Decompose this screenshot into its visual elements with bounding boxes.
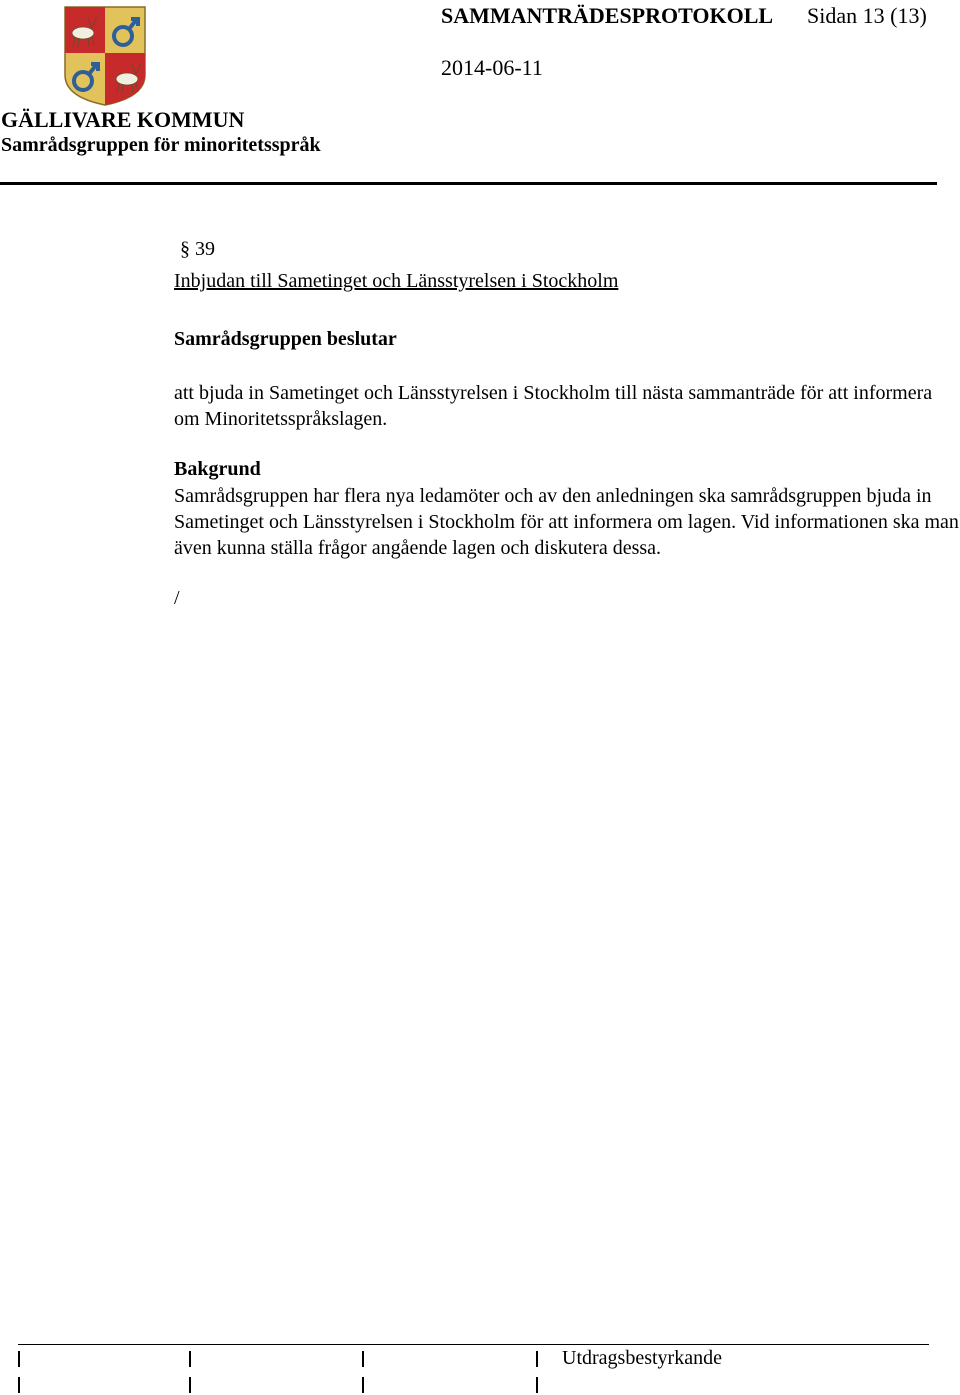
signature-box-divider — [18, 1377, 20, 1393]
section-end-mark: / — [174, 587, 180, 609]
background-heading: Bakgrund — [174, 458, 261, 480]
signature-box-divider — [536, 1377, 538, 1393]
footer-divider — [18, 1344, 929, 1345]
signature-box-divider — [362, 1351, 364, 1367]
coat-of-arms-icon — [63, 5, 147, 107]
protocol-title: SAMMANTRÄDESPROTOKOLL — [441, 3, 774, 28]
signature-box-divider — [362, 1377, 364, 1393]
meeting-date: 2014-06-11 — [441, 55, 543, 80]
signature-box-divider — [189, 1377, 191, 1393]
footer-certification-label: Utdragsbestyrkande — [562, 1347, 722, 1369]
signature-box-divider — [18, 1351, 20, 1367]
page-number: Sidan 13 (13) — [807, 3, 927, 28]
background-text: Samrådsgruppen har flera nya ledamöter och av den anledningen ska samrådsgruppen bjuda in Sametinget och Länsstyrelsen i Stockholm för att informera om lagen. Vid informationen ska man även kunna ställa frågor angående lagen och diskutera dessa. — [174, 485, 959, 559]
decision-heading: Samrådsgruppen beslutar — [174, 328, 397, 350]
municipality-name: GÄLLIVARE KOMMUN — [1, 107, 245, 132]
signature-box-divider — [536, 1351, 538, 1367]
header-divider — [0, 182, 937, 185]
paragraph-number: § 39 — [180, 238, 215, 260]
agenda-item-title: Inbjudan till Sametinget och Länsstyrelsen i Stockholm — [174, 270, 619, 292]
decision-text: att bjuda in Sametinget och Länsstyrelsen i Stockholm till nästa sammanträde för att informera om Minoritetsspråkslagen. — [174, 382, 933, 430]
group-name: Samrådsgruppen för minoritetsspråk — [1, 134, 321, 156]
signature-box-divider — [189, 1351, 191, 1367]
